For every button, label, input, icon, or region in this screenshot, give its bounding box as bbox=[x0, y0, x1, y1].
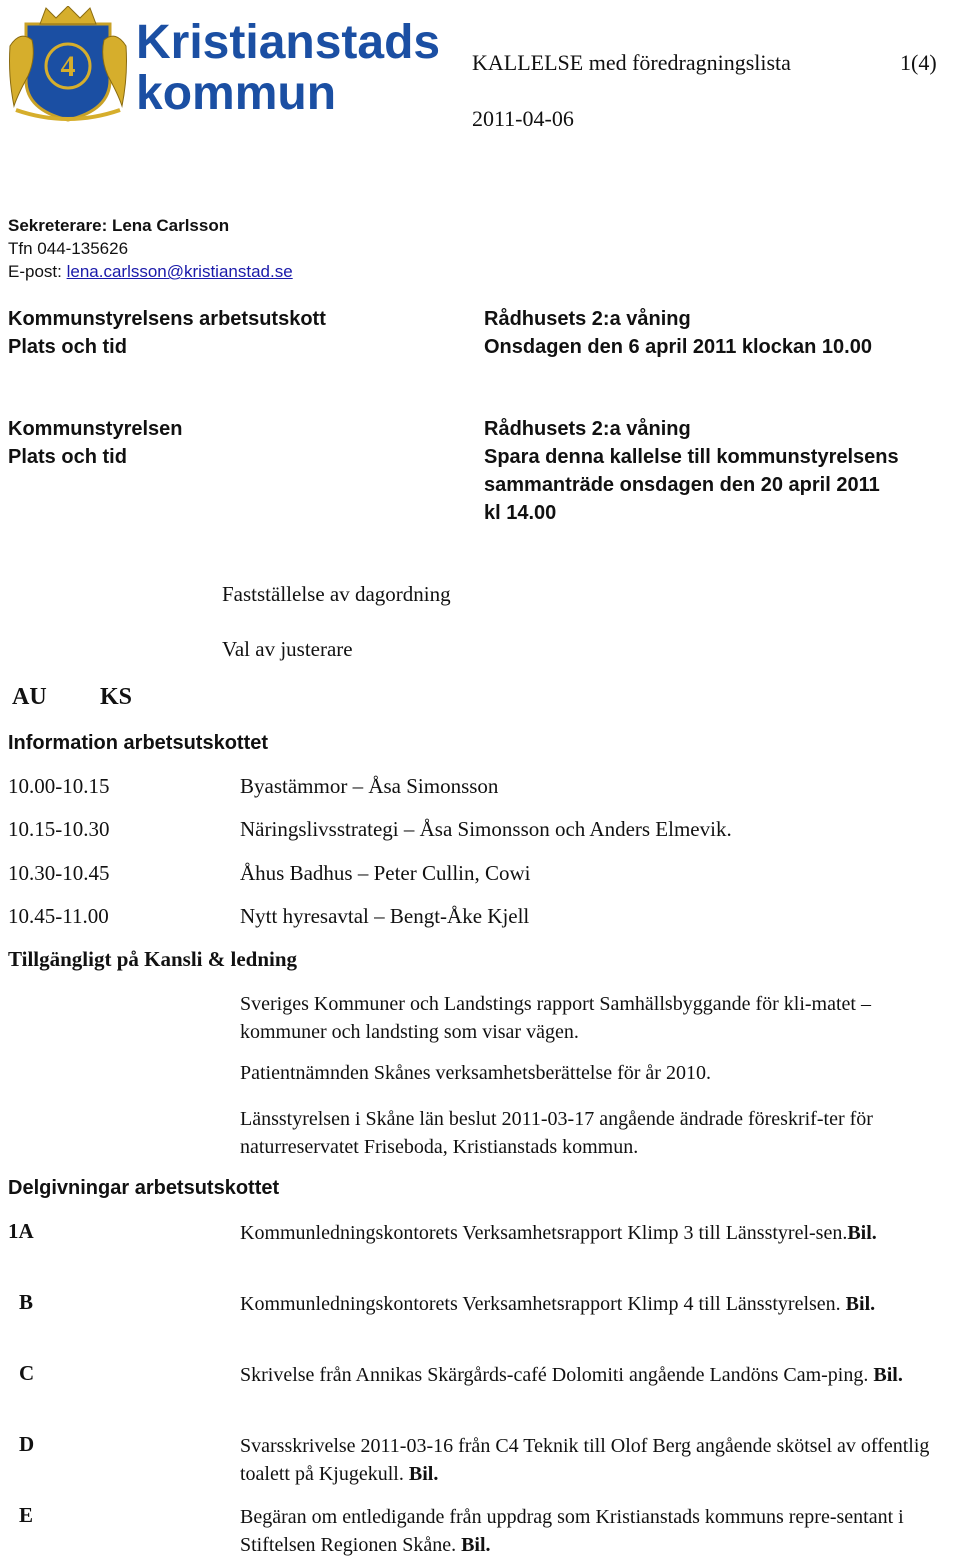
bil-link[interactable]: Bil. bbox=[845, 1293, 876, 1315]
column-ks: KS bbox=[100, 684, 133, 710]
bil-link[interactable]: Bil. bbox=[873, 1364, 903, 1386]
secretary-name: Sekreterare: Lena Carlsson bbox=[8, 216, 230, 235]
info-row-topic: Åhus Badhus – Peter Cullin, Cowi bbox=[240, 861, 531, 885]
document-title: KALLELSE med föredragningslista bbox=[472, 50, 791, 75]
meeting-ks-note-line: Spara denna kallelse till kommunstyrelsens bbox=[484, 446, 899, 468]
bil-link[interactable]: Bil. bbox=[847, 1222, 877, 1244]
secretary-email-row bbox=[8, 262, 293, 282]
available-item: Sveriges Kommuner och Landstings rapport Samhällsbyggande för kli-matet – kommuner och landsting som visar vägen. bbox=[240, 993, 871, 1043]
meeting-ks-note-line: kl 14.00 bbox=[484, 502, 557, 524]
delgivning-text: Kommunledningskontorets Verksamhetsrapport Klimp 3 till Länsstyrel-sen. bbox=[240, 1222, 848, 1244]
delgivning-item bbox=[240, 1361, 940, 1389]
delgivning-text: Begäran om entledigande från uppdrag som Kristianstads kommuns repre-sentant i Stiftelsen Regionen Skåne. bbox=[240, 1506, 904, 1556]
meeting-au-place-label: Plats och tid bbox=[8, 336, 127, 358]
bil-link[interactable]: Bil. bbox=[408, 1463, 439, 1485]
delgivning-label: B bbox=[19, 1290, 34, 1314]
delgivning-text: Svarsskrivelse 2011-03-16 från C4 Teknik till Olof Berg angående skötsel av offentlig toalett på Kjugekull. bbox=[240, 1435, 930, 1485]
delgivningar-heading: Delgivningar arbetsutskottet bbox=[8, 1177, 280, 1199]
info-row-topic: Näringslivsstrategi – Åsa Simonsson och Anders Elmevik. bbox=[240, 817, 732, 841]
logo-wordmark-line2: kommun bbox=[136, 67, 337, 120]
delgivning-text: Skrivelse från Annikas Skärgårds-café Dolomiti angående Landöns Cam-ping. bbox=[240, 1364, 869, 1386]
email-link[interactable]: lena.carlsson@kristianstad.se bbox=[66, 262, 293, 281]
meeting-ks-body: Kommunstyrelsen bbox=[8, 418, 183, 440]
meeting-au-location: Rådhusets 2:a våning bbox=[484, 308, 691, 330]
info-row-topic: Nytt hyresavtal – Bengt-Åke Kjell bbox=[240, 904, 530, 928]
delgivning-label: E bbox=[19, 1503, 34, 1527]
meeting-au-body: Kommunstyrelsens arbetsutskott bbox=[8, 308, 326, 330]
delgivning-item bbox=[240, 1219, 940, 1247]
meeting-ks-note-line: sammanträde onsdagen den 20 april 2011 bbox=[484, 474, 880, 496]
secretary-phone: Tfn 044-135626 bbox=[8, 239, 129, 258]
page-number: 1(4) bbox=[900, 50, 937, 75]
svg-text:4: 4 bbox=[60, 50, 76, 83]
delgivning-label: C bbox=[19, 1361, 35, 1385]
agenda-item-justerare: Val av justerare bbox=[222, 637, 353, 661]
meeting-ks-location: Rådhusets 2:a våning bbox=[484, 418, 691, 440]
document-date: 2011-04-06 bbox=[472, 106, 574, 131]
meeting-ks-place-label: Plats och tid bbox=[8, 446, 127, 468]
info-row-time: 10.45-11.00 bbox=[8, 904, 109, 928]
info-row-time: 10.30-10.45 bbox=[8, 861, 110, 885]
delgivning-text: Kommunledningskontorets Verksamhetsrapport Klimp 4 till Länsstyrelsen. bbox=[240, 1293, 841, 1315]
info-row-topic: Byastämmor – Åsa Simonsson bbox=[240, 774, 499, 798]
available-item: Patientnämnden Skånes verksamhetsberättelse för år 2010. bbox=[240, 1062, 711, 1084]
delgivning-label: D bbox=[19, 1432, 35, 1456]
email-label: E-post: bbox=[8, 262, 62, 281]
agenda-item-dagordning: Fastställelse av dagordning bbox=[222, 582, 451, 606]
bil-link[interactable]: Bil. bbox=[461, 1534, 491, 1556]
delgivning-label: 1A bbox=[8, 1219, 34, 1243]
info-row-time: 10.15-10.30 bbox=[8, 817, 110, 841]
information-heading: Information arbetsutskottet bbox=[8, 732, 269, 754]
available-heading: Tillgängligt på Kansli & ledning bbox=[8, 947, 298, 971]
coat-of-arms-icon bbox=[10, 6, 127, 120]
delgivning-item bbox=[240, 1432, 945, 1488]
logo-wordmark-line1: Kristianstads bbox=[136, 16, 441, 69]
delgivning-item bbox=[240, 1290, 955, 1318]
column-au: AU bbox=[12, 684, 47, 710]
info-row-time: 10.00-10.15 bbox=[8, 774, 110, 798]
kristianstad-logo bbox=[6, 6, 446, 124]
available-item: Länsstyrelsen i Skåne län beslut 2011-03-17 angående ändrade föreskrif-ter för naturreservatet Friseboda, Kristianstads kommun. bbox=[240, 1108, 873, 1158]
meeting-au-time: Onsdagen den 6 april 2011 klockan 10.00 bbox=[484, 336, 872, 358]
delgivning-item bbox=[240, 1503, 945, 1559]
